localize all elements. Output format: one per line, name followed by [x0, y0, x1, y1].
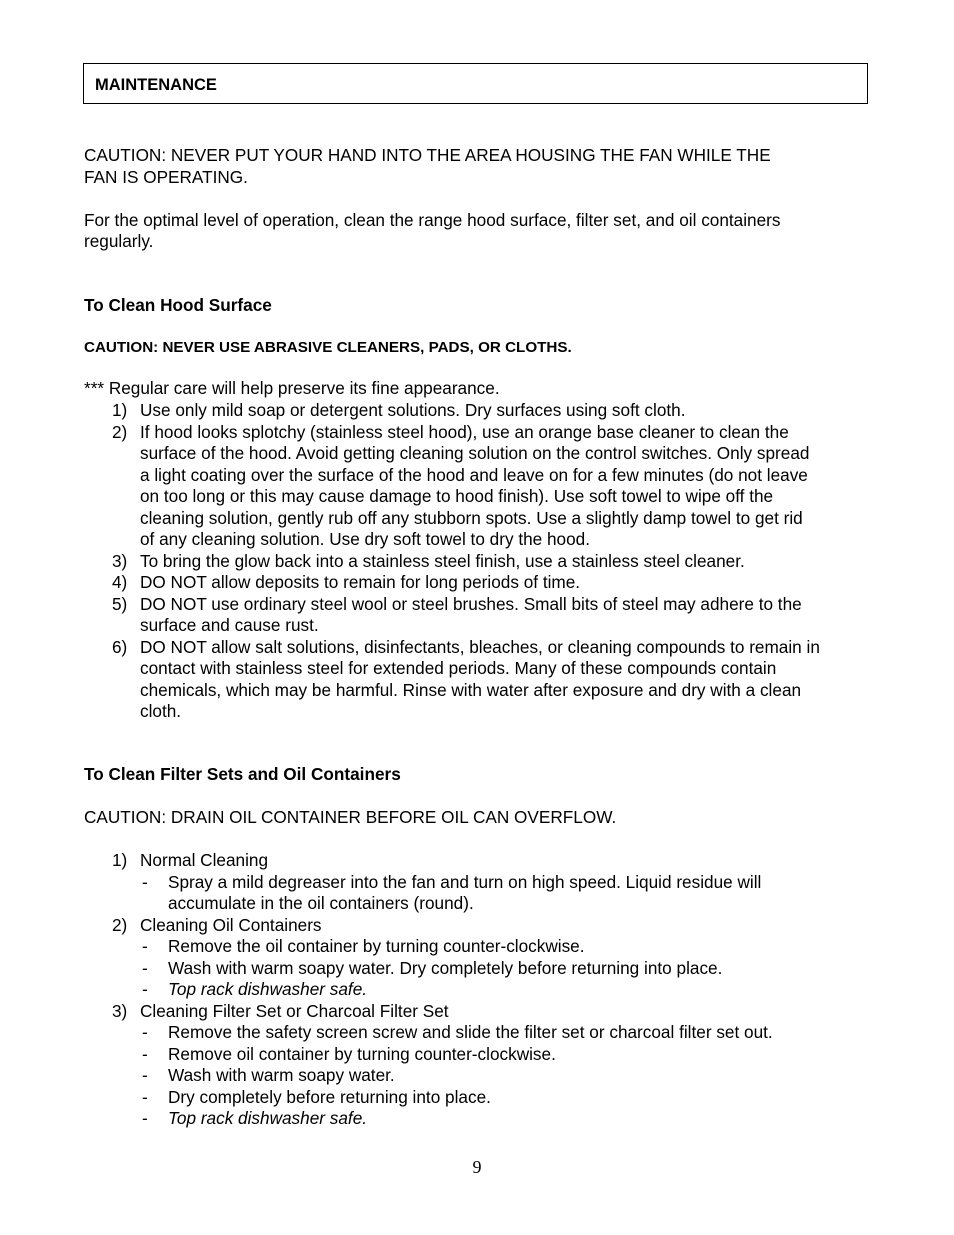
list-item-label: Normal Cleaning [140, 850, 269, 870]
list-item-text: a light coating over the surface of the hood and leave on for a few minutes (do not leave [140, 464, 808, 485]
fan-caution-line-1: CAUTION: NEVER PUT YOUR HAND INTO THE AREA HOUSING THE FAN WHILE THE [84, 145, 771, 165]
sub-item-dash: - [142, 871, 148, 892]
list-item-text: surface and cause rust. [140, 615, 319, 635]
list-item-text: of any cleaning solution. Use dry soft towel to dry the hood. [140, 529, 590, 549]
list-item-label: Cleaning Oil Containers [140, 914, 322, 935]
sub-item-dash: - [142, 1086, 148, 1107]
list-item-text: If hood looks splotchy (stainless steel hood), use an orange base cleaner to clean the [140, 421, 789, 442]
list-item-number: 1) [112, 850, 128, 870]
list-item-text: chemicals, which may be harmful. Rinse with water after exposure and dry with a clean [140, 679, 802, 700]
sub-item-dash: - [142, 1108, 148, 1128]
list-item-text: Use only mild soap or detergent solutions. Dry surfaces using soft cloth. [140, 400, 686, 420]
sub-item-text: Remove the oil container by turning counter-clockwise. [168, 936, 585, 956]
list-item-text: To bring the glow back into a stainless steel finish, use a stainless steel cleaner. [140, 550, 745, 571]
list-item-text: cloth. [140, 701, 182, 721]
list-item-number: 4) [112, 572, 128, 592]
list-item-number: 3) [112, 550, 128, 571]
list-item-text: DO NOT allow salt solutions, disinfectants, bleaches, or cleaning compounds to remain in [140, 636, 820, 657]
sub-item-text: Top rack dishwasher safe. [168, 979, 368, 999]
sub-item-text: Remove the safety screen screw and slide the filter set or charcoal filter set out. [168, 1022, 773, 1042]
list-item-text: on too long or this may cause damage to hood finish). Use soft towel to wipe off the [140, 486, 774, 506]
list-item-label: Cleaning Filter Set or Charcoal Filter Set [140, 1000, 449, 1021]
optimal-operation-line-1: For the optimal level of operation, clean the range hood surface, filter set, and oil containers [84, 210, 781, 230]
list-item-number: 2) [112, 421, 128, 442]
list-item-number: 5) [112, 593, 128, 614]
sub-item-dash: - [142, 979, 148, 999]
regular-care-note: *** Regular care will help preserve its fine appearance. [84, 378, 500, 398]
section-title: MAINTENANCE [95, 76, 217, 94]
sub-item-text: Spray a mild degreaser into the fan and turn on high speed. Liquid residue will [168, 871, 762, 892]
sub-item-text: accumulate in the oil containers (round). [168, 893, 474, 913]
sub-item-dash: - [142, 1022, 148, 1042]
filters-heading: To Clean Filter Sets and Oil Containers [84, 764, 401, 784]
page-number: 9 [472, 1157, 482, 1177]
optimal-operation-line-2: regularly. [84, 231, 154, 251]
list-item-text: contact with stainless steel for extended periods. Many of these compounds contain [140, 658, 777, 678]
list-item-text: cleaning solution, gently rub off any stubborn spots. Use a slightly damp towel to get rid [140, 507, 803, 528]
list-item-number: 6) [112, 636, 128, 657]
list-item-text: DO NOT use ordinary steel wool or steel brushes. Small bits of steel may adhere to the [140, 593, 802, 614]
sub-item-text: Wash with warm soapy water. [168, 1065, 395, 1085]
sub-item-dash: - [142, 1043, 148, 1064]
abrasive-caution: CAUTION: NEVER USE ABRASIVE CLEANERS, PADS, OR CLOTHS. [84, 339, 572, 356]
sub-item-text: Top rack dishwasher safe. [168, 1108, 368, 1128]
sub-item-text: Remove oil container by turning counter-clockwise. [168, 1043, 556, 1064]
sub-item-text: Wash with warm soapy water. Dry completely before returning into place. [168, 957, 723, 978]
sub-item-dash: - [142, 957, 148, 978]
list-item-number: 2) [112, 914, 128, 935]
sub-item-text: Dry completely before returning into place. [168, 1086, 491, 1107]
oil-overflow-caution: CAUTION: DRAIN OIL CONTAINER BEFORE OIL CAN OVERFLOW. [84, 807, 617, 827]
list-item-number: 1) [112, 400, 128, 420]
list-item-text: surface of the hood. Avoid getting cleaning solution on the control switches. Only spread [140, 443, 810, 463]
hood-surface-heading: To Clean Hood Surface [84, 295, 272, 315]
section-title-box [83, 63, 868, 104]
fan-caution-line-2: FAN IS OPERATING. [84, 167, 248, 187]
list-item-number: 3) [112, 1000, 128, 1021]
sub-item-dash: - [142, 936, 148, 956]
list-item-text: DO NOT allow deposits to remain for long periods of time. [140, 572, 581, 592]
sub-item-dash: - [142, 1065, 148, 1085]
